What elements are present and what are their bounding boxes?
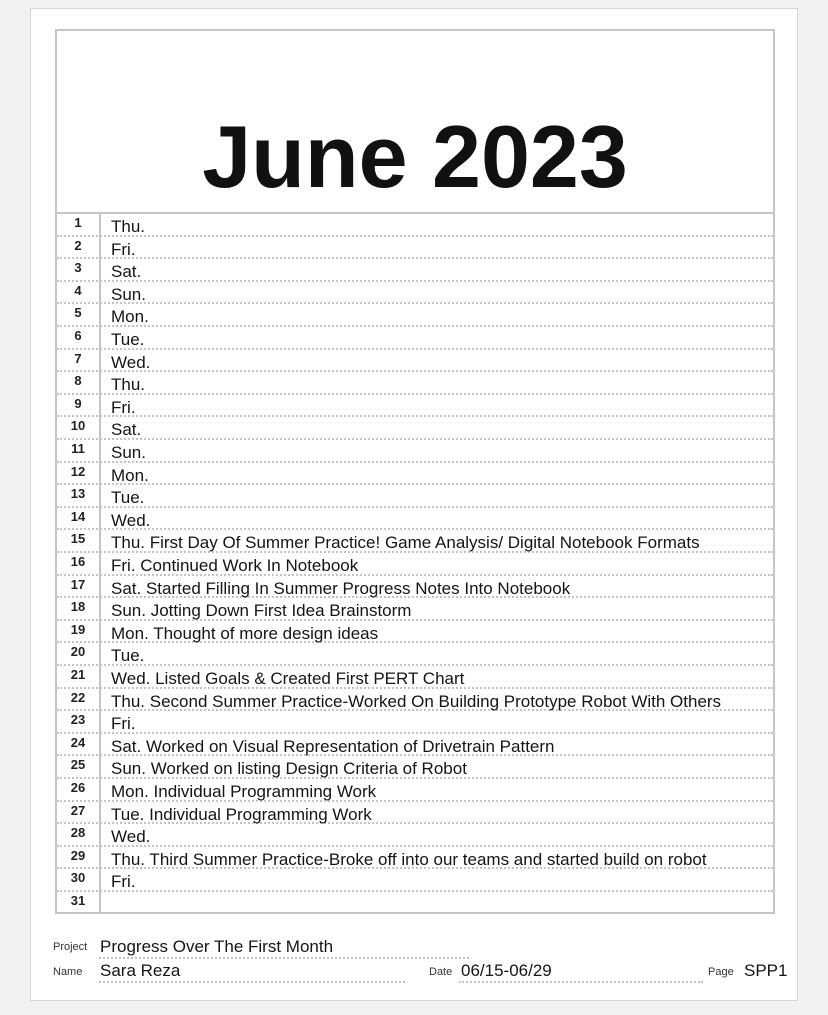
day-row: [57, 643, 773, 666]
day-row: [57, 689, 773, 712]
day-number: 24: [70, 734, 86, 750]
day-number: 9: [74, 395, 82, 411]
day-entry: Sat.: [111, 262, 142, 282]
day-number: 6: [74, 328, 82, 343]
day-number: 31: [70, 893, 86, 908]
day-number: 21: [70, 667, 86, 682]
day-row: [57, 869, 773, 892]
day-entry: Thu.: [111, 217, 146, 236]
day-entry: Fri. Continued Work In Notebook: [111, 556, 359, 575]
day-row: [57, 824, 773, 847]
day-number: 25: [70, 757, 86, 773]
day-number: 12: [70, 463, 86, 479]
day-entry: Sun.: [111, 284, 146, 304]
day-entry: Mon.: [111, 465, 149, 485]
day-entry: Fri.: [111, 872, 136, 892]
day-row: [57, 802, 773, 825]
day-row: [57, 711, 773, 734]
day-number: 22: [70, 689, 86, 705]
day-number: 15: [70, 531, 86, 547]
day-number: 30: [70, 870, 86, 886]
day-entry: Sat. Worked on Visual Representation of Drivetrain Pattern: [111, 736, 555, 756]
day-number: 7: [74, 350, 82, 366]
day-row: [57, 372, 773, 395]
day-number: 8: [74, 373, 82, 389]
day-entry: Wed. Listed Goals & Created First PERT Chart: [111, 669, 465, 688]
date-value: 06/15-06/29: [461, 961, 552, 980]
day-entry: Mon. Individual Programming Work: [111, 782, 377, 801]
day-number: 27: [70, 802, 86, 818]
day-entry: Thu.: [111, 375, 146, 395]
day-row: [57, 576, 773, 599]
day-row: [57, 395, 773, 418]
day-row: [57, 259, 773, 282]
day-row: [57, 304, 773, 327]
day-entry: Thu. First Day Of Summer Practice! Game Analysis/ Digital Notebook Formats: [111, 533, 700, 553]
day-row: [57, 463, 773, 486]
page-title: June 2023: [202, 107, 628, 206]
project-label: Project: [53, 941, 88, 953]
day-number: 23: [70, 712, 86, 728]
project-value: Progress Over The First Month: [100, 937, 334, 956]
day-entry: Thu. Second Summer Practice-Worked On Building Prototype Robot With Others: [111, 691, 722, 711]
day-number: 20: [70, 644, 86, 660]
day-number: 11: [71, 441, 85, 456]
date-label: Date: [429, 966, 453, 978]
day-entry: Sun. Worked on listing Design Criteria of Robot: [111, 759, 467, 779]
day-number: 19: [70, 621, 86, 637]
day-row: [57, 553, 773, 576]
day-entry: Thu. Third Summer Practice-Broke off into our teams and started build on robot: [111, 849, 707, 869]
page-label: Page: [708, 966, 734, 978]
day-row: [57, 530, 773, 553]
day-entry: Sun. Jotting Down First Idea Brainstorm: [111, 601, 412, 621]
day-number: 16: [70, 554, 86, 569]
day-row: [57, 237, 773, 260]
day-number: 5: [74, 305, 82, 321]
title-box: [57, 31, 773, 214]
name-value: Sara Reza: [100, 961, 181, 980]
day-number: 28: [70, 825, 86, 841]
day-entry: Tue.: [111, 488, 145, 508]
day-entry: Mon.: [111, 307, 149, 327]
day-row: [57, 598, 773, 621]
day-row: [57, 621, 773, 644]
day-row: [57, 327, 773, 350]
day-number: 13: [70, 486, 86, 502]
day-number: 29: [70, 847, 86, 863]
day-entry: Wed.: [111, 352, 151, 372]
day-entry: Tue. Individual Programming Work: [111, 804, 372, 824]
day-row: [57, 734, 773, 757]
day-number: 17: [70, 576, 86, 592]
day-row: [57, 847, 773, 870]
name-label: Name: [53, 966, 83, 978]
day-number: 1: [74, 215, 82, 230]
day-entry: Wed.: [111, 510, 151, 530]
day-entry: Mon. Thought of more design ideas: [111, 623, 379, 643]
day-row: [57, 214, 773, 237]
day-number: 2: [74, 237, 82, 253]
day-entry: Fri.: [111, 397, 136, 417]
day-entry: Sat. Started Filling In Summer Progress Notes Into Notebook: [111, 578, 571, 598]
day-number: 10: [70, 418, 86, 434]
day-entry: Tue.: [111, 646, 145, 666]
day-row: [57, 417, 773, 440]
day-list: [57, 214, 773, 912]
day-entry: Sat.: [111, 420, 142, 440]
day-row: [57, 440, 773, 463]
day-number: 26: [70, 780, 86, 795]
day-entry: Wed.: [111, 827, 151, 847]
day-row: [57, 756, 773, 779]
day-number: 3: [74, 260, 82, 276]
page-value: SPP1: [744, 961, 788, 980]
calendar-frame: [55, 29, 775, 914]
day-number: 14: [70, 508, 86, 524]
day-entry: Sun.: [111, 443, 146, 462]
day-row: [57, 350, 773, 373]
day-entry: Fri.: [111, 714, 136, 734]
day-row: [57, 508, 773, 531]
day-row: [57, 666, 773, 689]
day-entry: Fri.: [111, 239, 136, 259]
day-row: [57, 485, 773, 508]
day-entry: Tue.: [111, 330, 145, 349]
notebook-page: [30, 8, 798, 1001]
day-row: [57, 779, 773, 802]
day-number: 18: [70, 599, 86, 615]
day-number: 4: [74, 282, 82, 298]
day-row: [57, 282, 773, 305]
day-row: [57, 892, 773, 915]
